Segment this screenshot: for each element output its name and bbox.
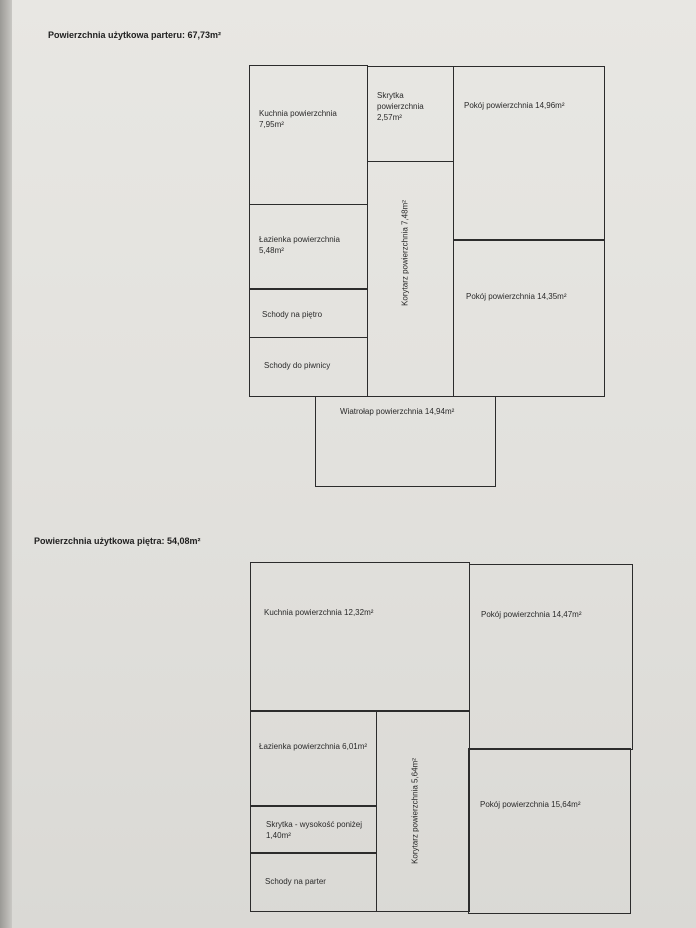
upper-room-1-label: Pokój powierzchnia 14,47m²: [481, 610, 582, 619]
upper-corridor-label: Korytarz powierzchnia 5,64m²: [410, 758, 420, 864]
ground-bathroom-label: Łazienka powierzchnia 5,48m²: [259, 235, 340, 255]
ground-corridor-label: Korytarz powierzchnia 7,48m²: [400, 200, 410, 306]
ground-porch-label: Wiatrołap powierzchnia 14,94m²: [340, 407, 455, 416]
upper-bathroom-label: Łazienka powierzchnia 6,01m²: [259, 742, 368, 751]
ground-floor-heading: Powierzchnia użytkowa parteru: 67,73m²: [48, 30, 222, 40]
upper-kitchen-label: Kuchnia powierzchnia 12,32m²: [264, 608, 374, 617]
upper-corridor: [376, 710, 470, 912]
ground-kitchen-label: Kuchnia powierzchnia 7,95m²: [259, 109, 337, 129]
ground-stairs-up-label: Schody na piętro: [262, 310, 323, 319]
upper-room-2: [468, 748, 631, 914]
upper-bathroom: [250, 710, 377, 807]
upper-kitchen: [250, 562, 470, 712]
upper-floor-heading: Powierzchnia użytkowa piętra: 54,08m²: [34, 536, 201, 546]
ground-room-1-label: Pokój powierzchnia 14,96m²: [464, 101, 565, 110]
ground-stairs-down-label: Schody do piwnicy: [264, 361, 331, 370]
ground-room-2-label: Pokój powierzchnia 14,35m²: [466, 292, 567, 301]
upper-stairs-down-label: Schody na parter: [265, 877, 326, 886]
upper-storage-label: Skrytka - wysokość poniżej 1,40m²: [266, 820, 363, 840]
ground-storage-label: Skrytka powierzchnia 2,57m²: [377, 91, 424, 122]
upper-room-2-label: Pokój powierzchnia 15,64m²: [480, 800, 581, 809]
upper-room-1: [469, 564, 633, 750]
